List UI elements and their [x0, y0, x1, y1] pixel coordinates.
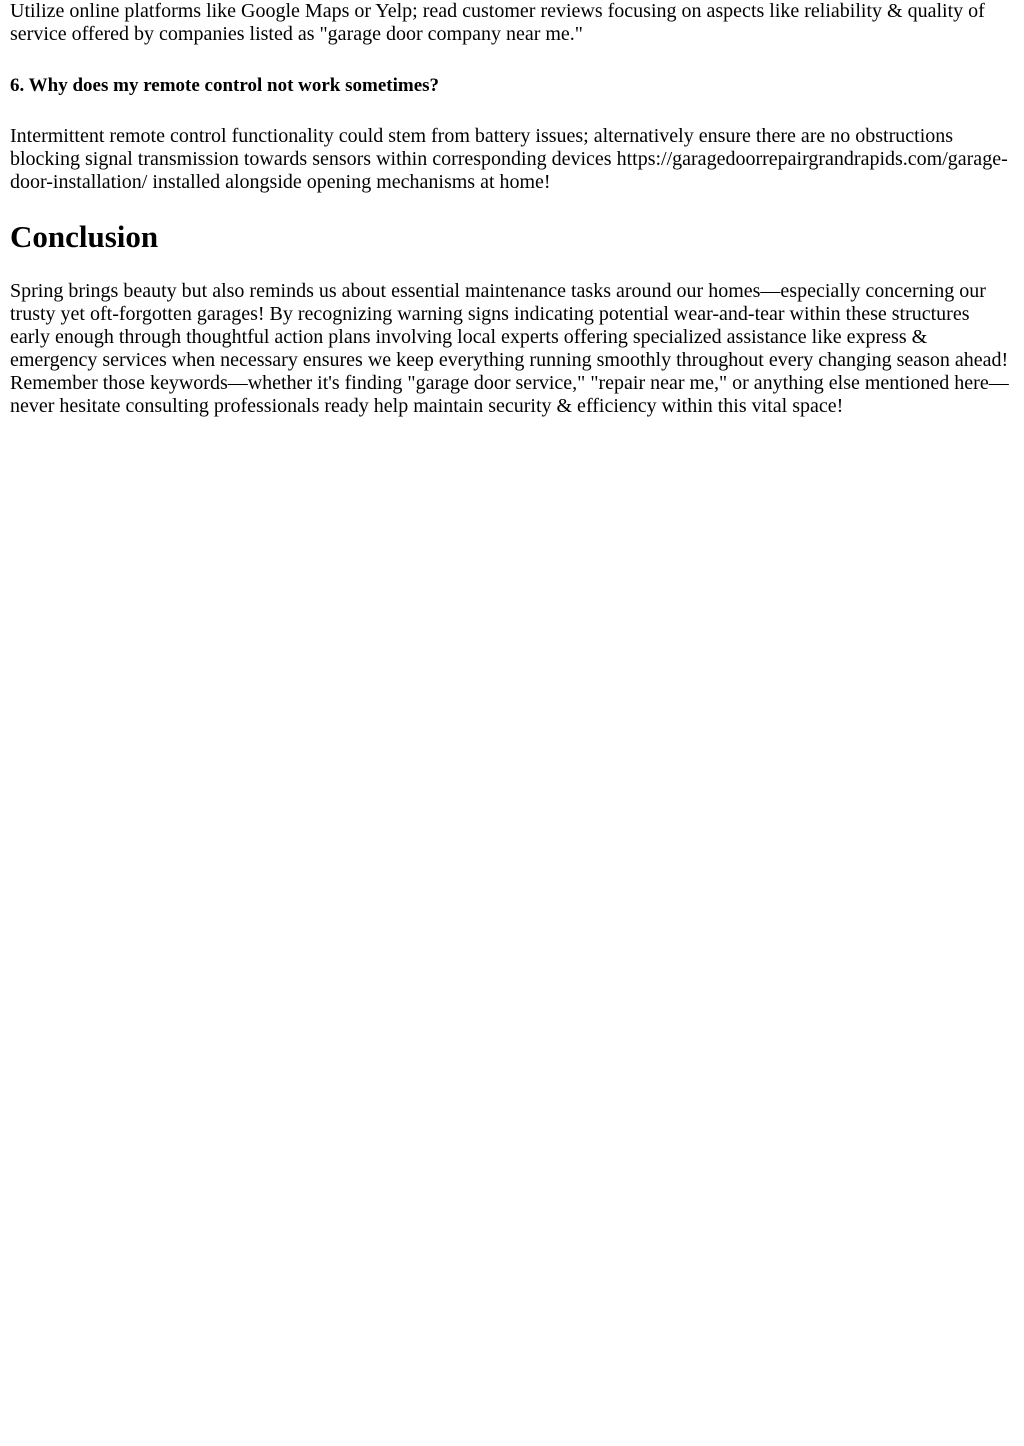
- conclusion-paragraph: Spring brings beauty but also reminds us about essential maintenance tasks around our homes—especially concerning our trusty yet oft-forgotten garages! By recognizing warning signs indicating potential wear-and-tear within these structures early enough through thoughtful action plans involving local experts offering specialized assistance like express & emergency services when necessary ensures we keep everything running smoothly throughout every changing season ahead! Remember those keywords—whether it's finding "garage door service," "repair near me," or anything else mentioned here—never hesitate consulting professionals ready help maintain security & efficiency within this vital space!: [10, 280, 1009, 417]
- conclusion-heading: Conclusion: [10, 219, 159, 254]
- intro-paragraph: Utilize online platforms like Google Maps or Yelp; read customer reviews focusing on aspects like reliability & quality of service offered by companies listed as "garage door company near me.": [10, 0, 985, 45]
- faq-question-6: 6. Why does my remote control not work sometimes?: [10, 75, 440, 96]
- faq-answer-6: Intermittent remote control functionality could stem from battery issues; alternatively ensure there are no obstructions blocking signal transmission towards sensors within corresponding devices https://garagedoorrepairgrandrapids.com/garage-door-installation/ installed alongside opening mechanisms at home!: [10, 125, 1008, 193]
